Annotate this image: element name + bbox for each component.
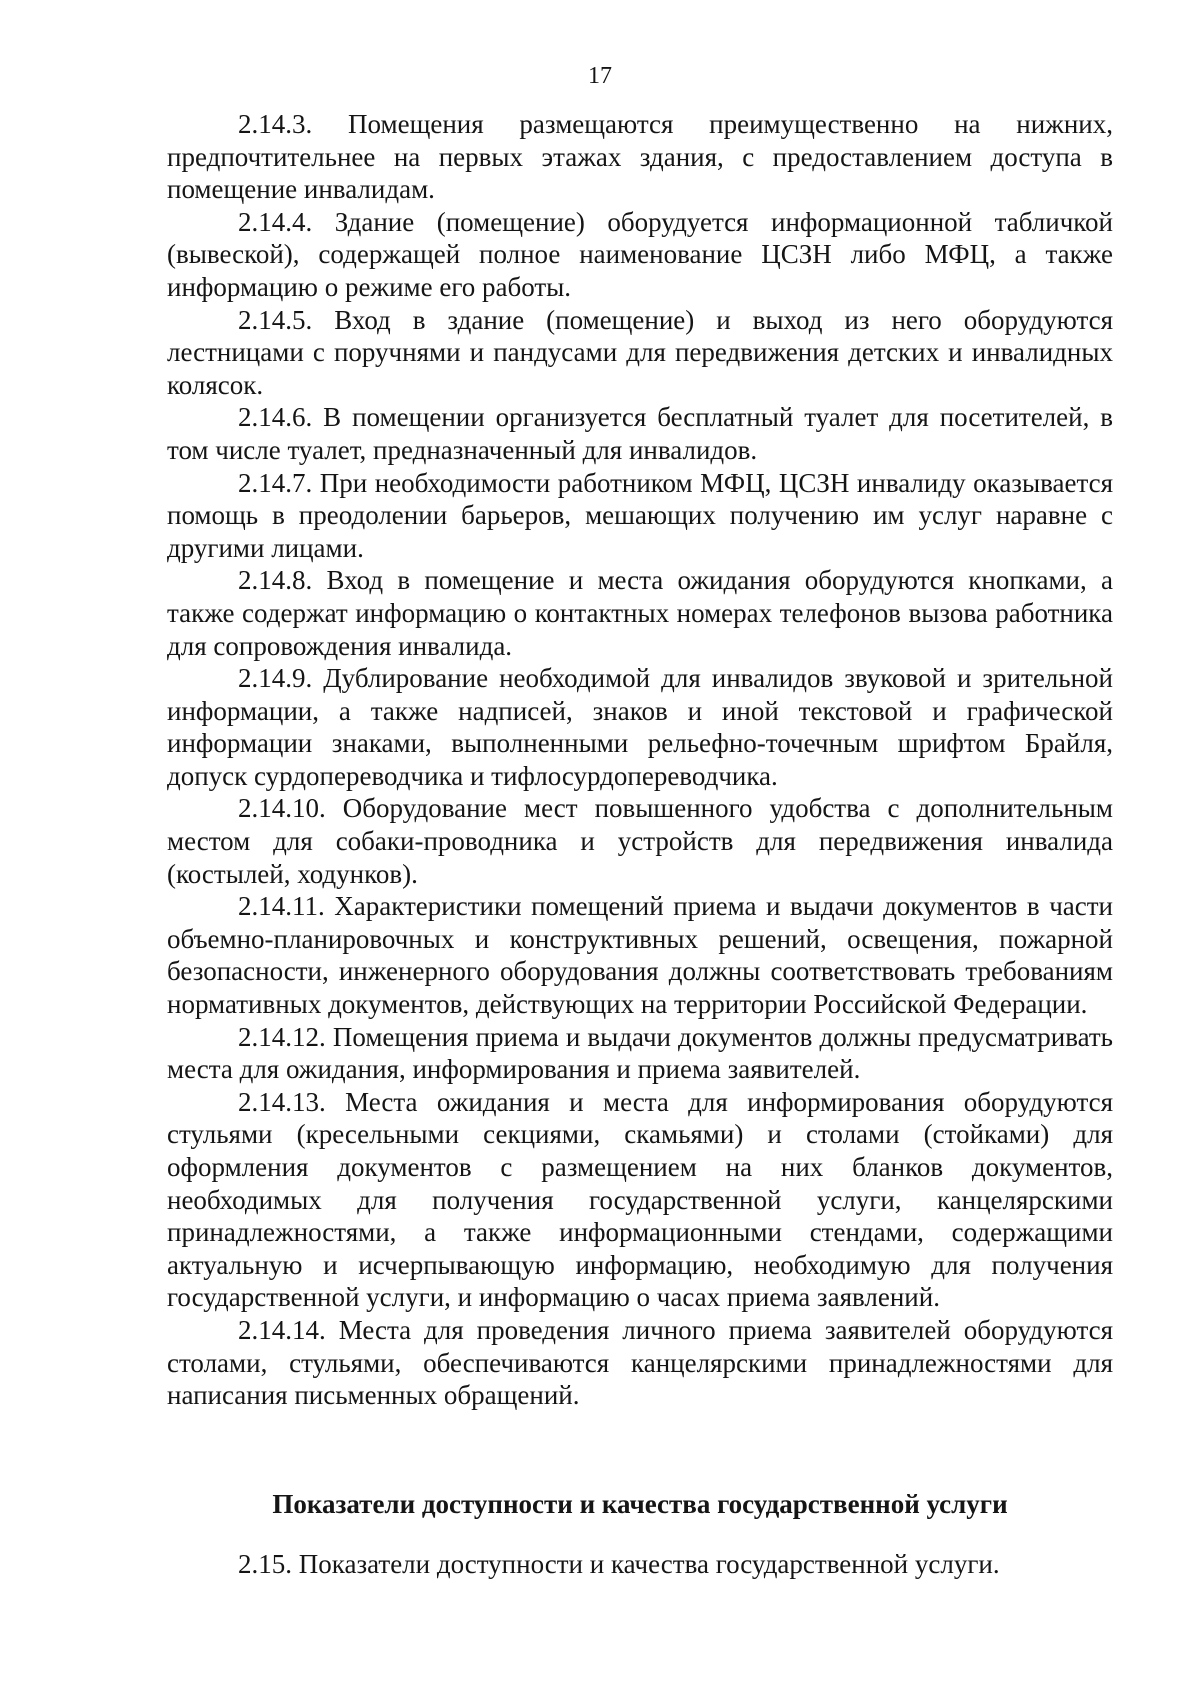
document-body (167, 108, 1113, 1412)
paragraph-2-14-11: 2.14.11. Характеристики помещений приема и выдачи документов в части объемно-планировочных и конструктивных решений, освещения, пожарной безопасности, инженерного оборудования должны соответствовать требованиям нормативных документов, действующих на территории Российской Федерации. (167, 891, 1113, 1020)
paragraph-2-14-8: 2.14.8. Вход в помещение и места ожидания оборудуются кнопками, а также содержат информацию о контактных номерах телефонов вызова работника для сопровождения инвалида. (167, 565, 1113, 661)
paragraph-2-14-9: 2.14.9. Дублирование необходимой для инвалидов звуковой и зрительной информации, а также надписей, знаков и иной текстовой и графической информации знаками, выполненными рельефно-точечным шрифтом Брайля, допуск сурдопереводчика и тифлосурдопереводчика. (167, 663, 1113, 791)
paragraph-2-14-6: 2.14.6. В помещении организуется бесплатный туалет для посетителей, в том числе туалет, предназначенный для инвалидов. (167, 402, 1113, 465)
paragraph-2-14-7: 2.14.7. При необходимости работником МФЦ, ЦСЗН инвалиду оказывается помощь в преодолении барьеров, мешающих получению им услуг наравне с другими лицами. (167, 467, 1113, 563)
paragraph-2-14-14: 2.14.14. Места для проведения личного приема заявителей оборудуются столами, стульями, обеспечиваются канцелярскими принадлежностями для написания письменных обращений. (167, 1314, 1113, 1411)
paragraph-2-15: 2.15. Показатели доступности и качества государственной услуги. (238, 1549, 1000, 1579)
paragraph-2-14-4: 2.14.4. Здание (помещение) оборудуется информационной табличкой (вывеской), содержащей полное наименование ЦСЗН либо МФЦ, а также информацию о режиме его работы. (167, 206, 1113, 302)
paragraph-2-14-3: 2.14.3. Помещения размещаются преимущественно на нижних, предпочтительнее на первых этажах здания, с предоставлением доступа в помещение инвалидам. (167, 109, 1113, 205)
paragraph-2-14-13: 2.14.13. Места ожидания и места для информирования оборудуются стульями (кресельными секциями, скамьями) и столами (стойками) для оформления документов с размещением на них бланков документов, необходимых для получения государственной услуги, канцелярскими принадлежностями, а также информационными стендами, содержащими актуальную и исчерпывающую информацию, необходимую для получения государственной услуги, и информацию о часах приема заявлений. (167, 1086, 1113, 1313)
paragraph-2-14-12: 2.14.12. Помещения приема и выдачи документов должны предусматривать места для ожидания, информирования и приема заявителей. (167, 1021, 1113, 1085)
page-number: 17 (588, 63, 612, 89)
section-heading: Показатели доступности и качества государственной услуги (272, 1489, 1008, 1519)
paragraph-2-14-5: 2.14.5. Вход в здание (помещение) и выход из него оборудуются лестницами с поручнями и пандусами для передвижения детских и инвалидных колясок. (167, 304, 1113, 400)
paragraph-2-14-10: 2.14.10. Оборудование мест повышенного удобства с дополнительным местом для собаки-проводника и устройств для передвижения инвалида (костылей, ходунков). (167, 793, 1113, 889)
